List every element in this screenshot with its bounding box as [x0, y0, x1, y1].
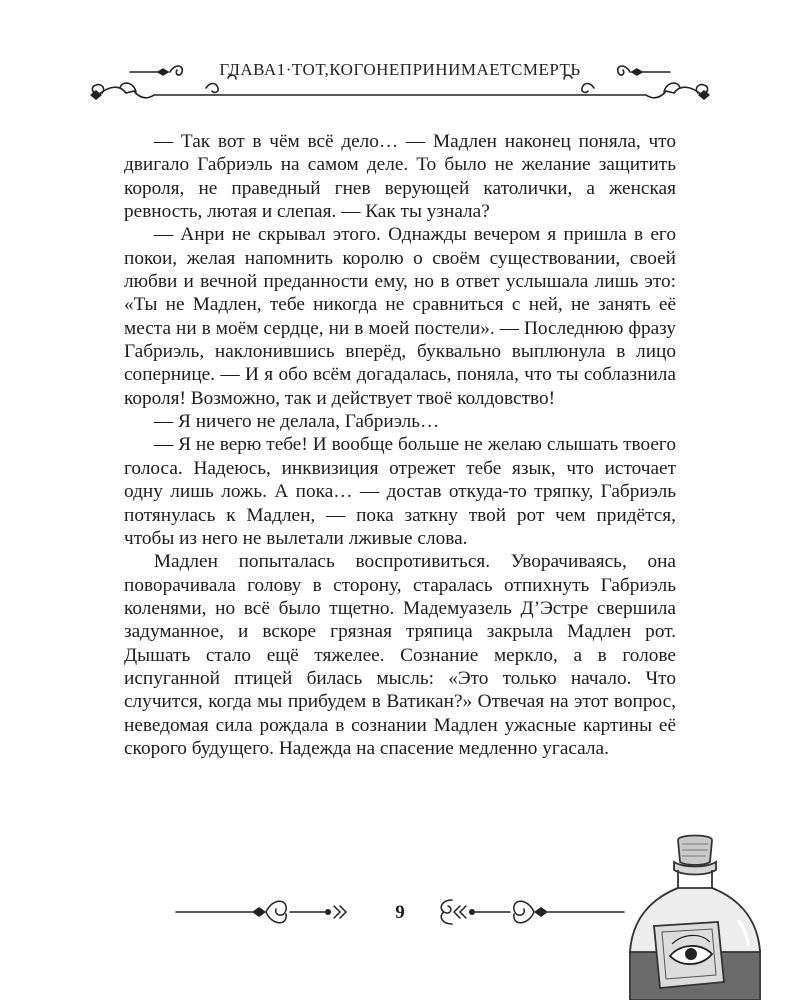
paragraph: Мадлен попыталась воспротивиться. Уворачиваясь, она поворачивала голову в сторону, старалась отпихнуть Габриэль коленями, но всё было тщетно. Мадемуазель Д’Эстре свершила задуманное, и вскоре грязная тряпица закрыла Мадлен рот. Дышать стало ещё тяжелее. Сознание меркло, а в голове испуганной птицей билась мысль: «Это только начало. Что случится, когда мы прибудем в Ватикан?» Отвечая на этот вопрос, неведомая сила рождала в сознании Мадлен ужасные картины её скорого будущего. Надежда на спасение медленно угасала. [124, 551, 676, 759]
chapter-title: ГЛАВА1·ТОТ,КОГОНЕПРИНИМАЕТСМЕРТЬ [219, 60, 581, 79]
chapter-header [0, 0, 800, 110]
scroll-divider-icon [0, 0, 800, 110]
page-body-text [124, 130, 676, 760]
page-number: 9 [395, 902, 405, 923]
paragraph: — Я ничего не делала, Габриэль… [153, 411, 440, 433]
paragraph: — Так вот в чём всё дело… — Мадлен наконец поняла, что двигало Габриэль на самом деле. То было не желание защитить короля, не праведный гнев верующей католички, а женская ревность, лютая и слепая. — Как ты узнала? [124, 131, 676, 223]
paragraph: — Я не верю тебе! И вообще больше не желаю слышать твоего голоса. Надеюсь, инквизиция отрежет тебе язык, что источает одну лишь ложь. А пока… — достав откуда-то тряпку, Габриэль потянулась к Мадлен, — пока заткну твой рот чем придётся, чтобы из него не вылетали лживые слова. [124, 434, 676, 549]
paragraph: — Анри не скрывал этого. Однажды вечером я пришла в его покои, желая напомнить королю о своём существовании, своей любви и вечной преданности ему, но в ответ услышала лишь это: «Ты не Мадлен, тебе никогда не сравниться с ней, не занять её места ни в моём сердце, ни в моей постели». — Последнюю фразу Габриэль, наклонившись вперёд, буквально выплюнула в лицо сопернице. — И я обо всём догадалась, поняла, что ты соблазнила короля! Возможно, так и действует твоё колдовство! [124, 224, 676, 409]
potion-bottle-with-eye-icon [620, 830, 770, 1000]
